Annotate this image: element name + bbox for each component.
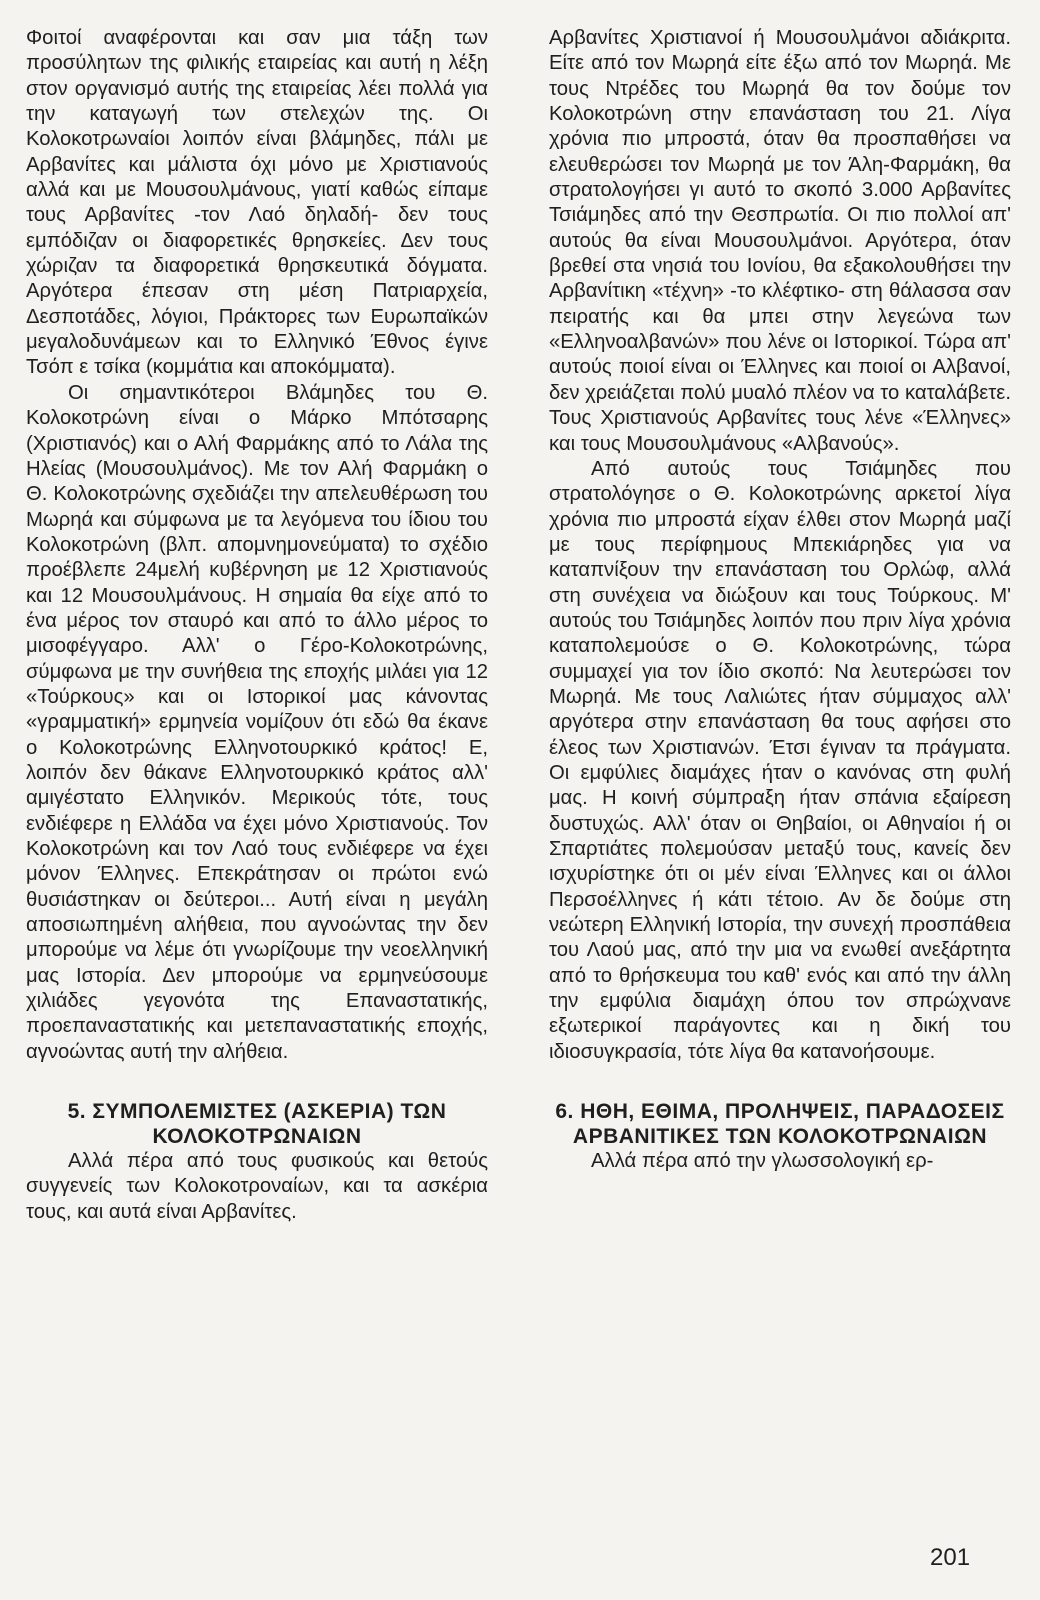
right-paragraph-1: Αρβανίτες Χριστιανοί ή Μουσουλμάνοι αδιάκριτα. Είτε από τον Μωρηά είτε έξω από τον Μωρηά. Με τους Ντρέδες του Μωρηά θα τον δούμε τον Κολοκοτρώνη στην επανάσταση του 21. Λίγα χρόνια πιο μπροστά, όταν θα προσπαθήσει να ελευθερώσει τον Μωρηά με τον Άλη-Φαρμάκη, θα στρατολογήσει γι αυτό το σκοπό 3.000 Αρβανίτες Τσιάμηδες από την Θεσπρωτία. Οι πιο πολλοί απ' αυτούς θα είναι Μουσουλμάνοι. Αργότερα, όταν βρεθεί στα νησιά του Ιονίου, θα εξακολουθήσει την Αρβανίτικη «τέχνη» -το κλέφτικο- στη θάλασσα σαν πειρατής και θα μπει στην λεγεώνα των «Ελληνοαλβανών» που λένε οι Ιστορικοί. Τώρα απ' αυτούς ποιοί είναι οι Έλληνες και ποιοί οι Αλβανοί, δεν χρειάζεται πολύ μυαλό πλέον να το καταλάβετε. Τους Χριστιανούς Αρβανίτες τους λένε «Έλληνες» και τους Μουσουλμάνους «Αλβανούς». [549, 27, 1011, 455]
section-5-heading: 5. ΣΥΜΠΟΛΕΜΙΣΤΕΣ (ΑΣΚΕΡΙΑ) ΤΩΝ ΚΟΛΟΚΟΤΡΩΝΑΙΩΝ [67, 1100, 447, 1149]
right-paragraph-2: Από αυτούς τους Τσιάμηδες που στρατολόγησε ο Θ. Κολοκοτρώνης αρκετοί λίγα χρόνια πιο μπροστά είχαν έλθει στον Μωρηά μαζί με τους περίφημους Μπεκιάρηδες για να καταπνίξουν την επανάσταση του Ορλώφ, αλλά στη συνέχεια να διώξουν και τους Τούρκους. Μ' αυτούς του Τσιάμηδες λοιπόν που πριν λίγα χρόνια καταπολεμούσε ο Θ. Κολοκοτρώνης, τώρα συμμαχεί για τον ίδιο σκοπό: Να λευτερώσει τον Μωρηά. Με τους Λαλιώτες ήταν σύμμαχος αλλ' αργότερα στην επανάσταση θα τους αφήσει στο έλεος των Χριστιανών. Έτσι έγιναν τα πράγματα. Οι εμφύλιες διαμάχες ήταν ο κανόνας στη φυλή μας. Η κοινή σύμπραξη ήταν σπάνια εξαίρεση δυστυχώς. Αλλ' όταν οι Θηβαίοι, οι Αθηναίοι ή οι Σπαρτιάτες πολεμούσαν μεταξύ τους, κανείς δεν ισχυρίστηκε ότι οι μέν είναι Έλληνες και οι άλλοι Περσοέλληνες ή κάτι τέτοιο. Αν δε δούμε στη νεώτερη Ελληνική Ιστορία, την συνεχή προσπάθεια του Λαού μας, από την μια να ενωθεί ανεξάρτητα από το θρήσκευμα του καθ' ενός και από την άλλη την εμφύλια διαμάχη όπου τον σπρώχνανε εξωτερικοί παράγοντες και η δική του ιδιοσυγκρασία, τότε λίγα θα κατανοήσουμε. [549, 457, 1011, 1063]
page-number: 201 [930, 1544, 971, 1571]
right-column [549, 26, 1011, 1174]
section-5-paragraph: Αλλά πέρα από τους φυσικούς και θετούς συγγενείς των Κολοκοτροναίων, και τα ασκέρια τους, και αυτά είναι Αρβανίτες. [26, 1150, 488, 1223]
left-paragraph-1: Φοιτοί αναφέρονται και σαν μια τάξη των προσύλητων της φιλικής εταιρείας και αυτή η λέξη στον οργανισμό αυτής της εταιρείας λέει πολλά για την καταγωγή των στελεχών της. Οι Κολοκοτρωναίοι λοιπόν είναι βλάμηδες, πάλι με Αρβανίτες και μάλιστα όχι μόνο με Χριστιανούς αλλά και με Μουσουλμάνους, γιατί καθώς είπαμε τους Αρβανίτες -τον Λαό δηλαδή- δεν τους εμπόδιζαν οι διαφορετικές θρησκείες. Δεν τους χώριζαν τα διαφορετικά θρησκευτικά δόγματα. Αργότερα έπεσαν στη μέση Πατριαρχεία, Δεσποτάδες, λόγιοι, Πράκτορες των Ευρωπαϊκών μεγαλοδυνάμεων και το Ελληνικό Έθνος έγινε Τσόπ ε τσίκα (κομμάτια και αποκόμματα). [26, 27, 488, 379]
left-column [26, 26, 488, 1225]
section-6-heading: 6. ΗΘΗ, ΕΘΙΜΑ, ΠΡΟΛΗΨΕΙΣ, ΠΑΡΑΔΟΣΕΙΣ ΑΡΒΑΝΙΤΙΚΕΣ ΤΩΝ ΚΟΛΟΚΟΤΡΩΝΑΙΩΝ [555, 1100, 1005, 1149]
left-paragraph-2: Οι σημαντικότεροι Βλάμηδες του Θ. Κολοκοτρώνη είναι ο Μάρκο Μπότσαρης (Χριστιανός) και ο Αλή Φαρμάκης από το Λάλα της Ηλείας (Μουσουλμάνος). Με τον Αλή Φαρμάκη ο Θ. Κολοκοτρώνης σχεδιάζει την απελευθέρωση του Μωρηά και σύμφωνα με τα λεγόμενα του ίδιου του Κολοκοτρώνη (βλπ. απομνημονεύματα) το σχέδιο προέβλεπε 24μελή κυβέρνηση με 12 Χριστιανούς και 12 Μουσουλμάνους. Η σημαία θα είχε από το ένα μέρος τον σταυρό και από το άλλο μέρος το μισοφέγγαρο. Αλλ' ο Γέρο-Κολοκοτρώνης, σύμφωνα με την συνήθεια της εποχής μιλάει για 12 «Τούρκους» και οι Ιστορικοί μας κάνοντας «γραμματική» ερμηνεία νομίζουν ότι εδώ θα έκανε ο Κολοκοτρώνης Ελληνοτουρκικό κράτος! Ε, λοιπόν δεν θάκανε Ελληνοτουρκικό κράτος αλλ' αμιγέστατο Ελληνικόν. Μερικούς τότε, τους ενδιέφερε η Ελλάδα να έχει μόνο Χριστιανούς. Τον Κολοκοτρώνη και τον Λαό τους ενδιέφερε να έχει μόνον Έλληνες. Επεκράτησαν οι πρώτοι ενώ θυσιάστηκαν οι δεύτεροι... Αυτή είναι η μεγάλη αποσιωπημένη αλήθεια, που αγνοώντας την δεν μπορούμε να λέμε ότι γνωρίζουμε την νεοελληνική μας Ιστορία. Δεν μπορούμε να ερμηνεύσουμε χιλιάδες γεγονότα της Επαναστατικής, προεπαναστατικής και μετεπαναστατικής εποχής, αγνοώντας αυτή την αλήθεια. [26, 381, 488, 1063]
section-6-paragraph: Αλλά πέρα από την γλωσσολογική ερ- [591, 1150, 934, 1173]
